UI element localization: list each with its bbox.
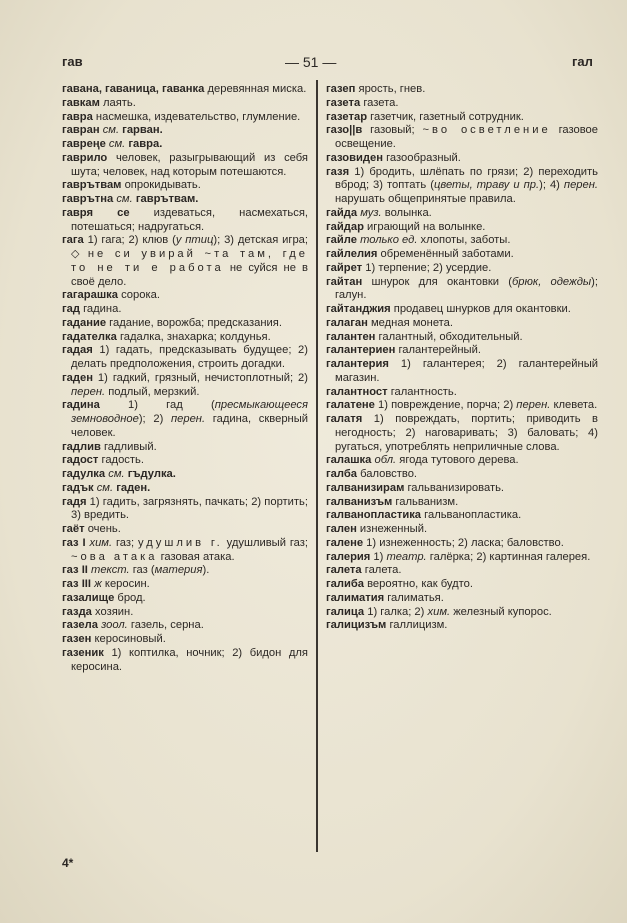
headword: гавана, гаваница, гаванка <box>62 83 205 95</box>
cross-reference: гаврътвам. <box>135 193 199 205</box>
definition-text: галантерейный. <box>395 344 481 357</box>
headword: гадулка <box>62 468 106 480</box>
headword: гайтанджия <box>326 303 391 315</box>
headword: гавкам <box>62 96 100 109</box>
definition-text: баловство. <box>356 468 418 480</box>
cross-reference: гавра. <box>128 138 163 150</box>
headword: гавря се <box>62 206 130 219</box>
dictionary-entry <box>326 592 598 606</box>
headword: галантен <box>326 330 376 343</box>
definition-text: газовая атака. <box>157 550 235 563</box>
dictionary-entry <box>62 399 308 440</box>
dictionary-entry <box>326 344 598 358</box>
dictionary-entry <box>326 358 598 386</box>
headword: гавра <box>62 110 93 123</box>
headword: галатя <box>326 413 363 425</box>
dictionary-entry <box>62 372 308 400</box>
headword: газела <box>62 619 98 632</box>
definition-text: клевета. <box>550 399 598 412</box>
label-abbrev: зоол. <box>101 619 128 632</box>
dictionary-entry <box>326 262 598 276</box>
definition-text: галлицизм. <box>386 619 448 632</box>
dictionary-entry <box>326 496 598 510</box>
definition-text: вероятно, как будто. <box>364 578 473 590</box>
label-abbrev: перен. <box>563 179 599 192</box>
phrase-example: удушлив г. <box>138 536 223 549</box>
dictionary-entry <box>62 289 308 303</box>
column-divider <box>316 80 318 852</box>
headword: гаден <box>62 371 93 384</box>
definition-text: насмешка, издевательство, глумление. <box>92 110 301 123</box>
headword: гайрет <box>326 261 363 274</box>
headword: гайда <box>326 206 358 219</box>
definition-text: хозяин. <box>91 605 134 618</box>
right-column <box>326 83 598 633</box>
definition-text: опрокидывать. <box>121 179 201 192</box>
dictionary-entry <box>62 303 308 317</box>
definition-text: 1) повреждать, портить; приводить в негодность; 2) наговаривать; 3) баловать; 4) ругаться, употреблять неприличные слова. <box>335 413 598 453</box>
definition-text: газовое освещение. <box>335 124 598 150</box>
headword: гадък <box>62 481 94 494</box>
label-abbrev: перен. <box>170 413 206 425</box>
definition-text: галета. <box>361 564 402 577</box>
definition-text: играющий на волынке. <box>363 220 486 233</box>
definition-text: подлый, мерзкий. <box>105 385 200 398</box>
headword: газеп <box>326 83 356 95</box>
headword: газ II <box>62 564 88 577</box>
definition-text: ). <box>202 564 210 577</box>
label-abbrev: пресмыкающееся земноводное <box>71 399 308 425</box>
headword: газеник <box>62 646 104 659</box>
headword: галатене <box>326 399 375 412</box>
dictionary-entry <box>62 537 308 565</box>
definition-text: железный купорос. <box>450 605 552 618</box>
dictionary-entry <box>62 647 308 675</box>
definition-text: гадина. <box>79 303 122 315</box>
headword: гавран <box>62 124 100 137</box>
definition-text: человек, разыгрывающий из себя шута; человек, над которым потешаются. <box>71 151 308 178</box>
headword: гадлив <box>62 440 101 453</box>
definition-text: удушливый газ; <box>222 536 309 549</box>
definition-text: 1) гага; 2) клюв ( <box>83 234 176 247</box>
cross-reference: гарван. <box>122 124 163 137</box>
dictionary-entry <box>326 331 598 345</box>
dictionary-entry <box>326 276 598 304</box>
headword: гайле <box>326 234 357 247</box>
definition-text: ярость, гнев. <box>355 83 426 95</box>
dictionary-entry <box>326 248 598 262</box>
headword: гаёт <box>62 523 85 535</box>
dictionary-entry <box>326 606 598 620</box>
dictionary-entry <box>62 578 308 592</box>
definition-text: очень. <box>84 523 121 535</box>
headword: гален <box>326 523 357 535</box>
definition-text: гальванопластика. <box>421 509 522 522</box>
dictionary-entry <box>62 234 308 289</box>
headword: гадост <box>62 454 99 467</box>
dictionary-entry <box>326 234 598 248</box>
headword: галаган <box>326 316 368 329</box>
dictionary-entry <box>326 111 598 125</box>
label-abbrev: см. <box>96 481 114 494</box>
definition-text: 1) галантерея; 2) галантерейный магазин. <box>335 358 598 384</box>
definition-text: гальванизм. <box>392 495 459 508</box>
definition-text: галёрка; 2) картинная галерея. <box>426 550 591 563</box>
headword: гадание <box>62 316 107 329</box>
dictionary-entry <box>62 633 308 647</box>
definition-text: изнеженный. <box>356 523 428 535</box>
headword: гадя <box>62 495 87 508</box>
cross-reference: гаден. <box>116 481 151 494</box>
definition-text: нарушать общепринятые правила. <box>335 193 516 205</box>
dictionary-entry <box>62 441 308 455</box>
label-abbrev: см. <box>108 468 125 480</box>
dictionary-entry <box>62 124 308 138</box>
headword: галантност <box>326 385 388 398</box>
headword: газен <box>62 633 92 645</box>
dictionary-entry <box>326 207 598 221</box>
headword: галета <box>326 564 362 577</box>
label-abbrev: см. <box>102 124 120 137</box>
headword: гаврътвам <box>62 179 122 192</box>
definition-text: гадина, скверный человек. <box>71 413 309 439</box>
definition-text: 1) гадать, предсказывать будущее; 2) делать предположения, строить догадки. <box>71 344 308 370</box>
headword: гайдар <box>326 220 364 233</box>
headword: галерия <box>326 550 371 563</box>
definition-text: 1) изнеженность; 2) ласка; баловство. <box>363 536 564 549</box>
headword: гаврило <box>62 151 108 164</box>
definition-text: 1) <box>370 550 387 563</box>
dictionary-entry <box>326 303 598 317</box>
dictionary-entry <box>62 496 308 524</box>
definition-text: галиматья. <box>384 591 444 604</box>
label-abbrev: ж <box>94 578 102 590</box>
definition-text: сорока. <box>117 289 160 302</box>
definition-text: газовый; <box>362 124 423 137</box>
dictionary-entry <box>62 523 308 537</box>
dictionary-entry <box>62 97 308 111</box>
headword: галантериен <box>326 344 396 357</box>
dictionary-entry <box>326 221 598 235</box>
definition-text: 1) галка; 2) <box>364 605 428 618</box>
headword: галванизъм <box>326 495 393 508</box>
dictionary-entry <box>62 317 308 331</box>
definition-text: 1) гадить, загрязнять, пачкать; 2) портить; 3) вредить. <box>71 495 308 522</box>
headword: галиба <box>326 578 364 590</box>
headword: галантерия <box>326 358 389 370</box>
left-column <box>62 83 308 674</box>
definition-text: 1) терпение; 2) усердие. <box>362 261 492 274</box>
headword: газя <box>326 165 350 178</box>
dictionary-entry <box>326 454 598 468</box>
definition-text: газель, серна. <box>127 619 204 632</box>
label-abbrev: текст. <box>91 564 130 577</box>
label-abbrev: театр. <box>386 550 427 563</box>
dictionary-entry <box>326 317 598 331</box>
definition-text: гальванизировать. <box>404 481 505 494</box>
label-abbrev: хим. <box>89 536 113 549</box>
definition-text: галантность. <box>387 385 457 398</box>
dictionary-entry <box>62 179 308 193</box>
headword: гагарашка <box>62 289 118 302</box>
headword: газета <box>326 96 361 109</box>
headword: гайлелия <box>326 248 378 260</box>
dictionary-entry <box>62 207 308 235</box>
dictionary-entry <box>62 606 308 620</box>
definition-text: деревянная миска. <box>204 83 307 95</box>
label-abbrev: только ед. <box>360 234 418 247</box>
headword: галашка <box>326 454 372 467</box>
label-abbrev: хим. <box>427 605 451 618</box>
dictionary-entry <box>326 166 598 207</box>
definition-text: газета. <box>360 96 399 109</box>
dictionary-entry <box>326 564 598 578</box>
dictionary-entry <box>326 399 598 413</box>
headword: гавреңе <box>62 138 106 150</box>
dictionary-entry <box>62 193 308 207</box>
definition-text: не суйся не в своё дело. <box>71 261 308 288</box>
dictionary-entry <box>326 578 598 592</box>
dictionary-entry <box>326 413 598 454</box>
label-abbrev: материя <box>154 564 203 577</box>
label-abbrev: см. <box>116 193 133 205</box>
dictionary-entry <box>326 124 598 152</box>
headword: газетар <box>326 110 368 123</box>
headword: галванизирам <box>326 481 405 494</box>
dictionary-entry <box>326 537 598 551</box>
headword: гага <box>62 234 84 247</box>
dictionary-entry <box>62 619 308 633</box>
headword: гадина <box>62 399 100 412</box>
dictionary-entry <box>326 509 598 523</box>
definition-text: продавец шнурков для окантовки. <box>390 303 571 315</box>
definition-text: ягода тутового дерева. <box>396 454 519 467</box>
headword: галица <box>326 605 365 618</box>
definition-text: 1) бродить, шлёпать по грязи; 2) переходить вброд; 3) топтать ( <box>335 165 598 192</box>
headword: галба <box>326 468 357 480</box>
headword: гадателка <box>62 330 117 343</box>
definition-text: ); 3) детская игра; ◇ <box>71 234 309 260</box>
label-abbrev: у птиц <box>175 234 214 247</box>
dictionary-entry <box>62 344 308 372</box>
headword: газовиден <box>326 151 383 164</box>
definition-text: галантный, обходительный. <box>375 330 523 343</box>
headword: газо||в <box>326 124 363 137</box>
dictionary-entry <box>62 482 308 496</box>
dictionary-entry <box>62 564 308 578</box>
definition-text: 1) гадкий, грязный, нечистоплотный; 2) <box>92 371 308 384</box>
definition-text: ); 2) <box>138 413 171 425</box>
definition-text: обременённый заботами. <box>377 248 514 260</box>
definition-text: гадость. <box>98 454 144 467</box>
definition-text: брод. <box>114 591 146 604</box>
dictionary-entry <box>326 152 598 166</box>
dictionary-entry <box>326 523 598 537</box>
headword: газ III <box>62 578 92 590</box>
definition-text: керосиновый. <box>91 633 166 645</box>
headword: газда <box>62 605 92 618</box>
dictionary-entry <box>62 331 308 345</box>
definition-text: газетчик, газетный сотрудник. <box>367 110 524 123</box>
definition-text: газ; <box>112 536 138 549</box>
definition-text: гадливый. <box>100 440 157 453</box>
dictionary-entry <box>326 83 598 97</box>
right-guide-word: гал <box>572 54 593 69</box>
definition-text: хлопоты, заботы. <box>417 234 511 247</box>
definition-text: гадание, ворожба; предсказания. <box>106 316 282 329</box>
phrase-example: не си увирай ~та там, где то не ти е работа <box>71 248 308 274</box>
dictionary-entry <box>62 592 308 606</box>
dictionary-entry <box>62 152 308 180</box>
definition-text: шнурок для окантовки ( <box>362 275 512 288</box>
label-abbrev: см. <box>108 138 126 150</box>
definition-text: гадалка, знахарка; колдунья. <box>116 330 271 343</box>
dictionary-entry <box>62 111 308 125</box>
phrase-example: ~ова атака <box>71 550 158 563</box>
headword: галванопластика <box>326 509 422 522</box>
label-abbrev: обл. <box>374 454 397 467</box>
headword: гайтан <box>326 275 363 288</box>
definition-text: ); галун. <box>335 275 598 302</box>
headword: гад <box>62 303 80 315</box>
signature-mark: 4* <box>62 856 74 870</box>
headword: газ I <box>62 536 86 549</box>
left-guide-word: гав <box>62 54 83 69</box>
dictionary-entry <box>62 83 308 97</box>
label-abbrev: муз. <box>360 206 382 219</box>
headword: гадая <box>62 344 93 357</box>
page-number: — 51 — <box>285 54 337 70</box>
headword: галиматия <box>326 591 385 604</box>
definition-text: ); 4) <box>539 179 564 192</box>
dictionary-entry <box>326 551 598 565</box>
cross-reference: гъдулка. <box>127 468 176 480</box>
definition-text: газообразный. <box>382 151 461 164</box>
dictionary-entry <box>62 468 308 482</box>
dictionary-entry <box>326 619 598 633</box>
headword: галицизъм <box>326 619 387 632</box>
definition-text: медная монета. <box>367 316 453 329</box>
definition-text: волынка. <box>381 206 432 219</box>
definition-text: газ ( <box>129 564 155 577</box>
headword: газалище <box>62 591 115 604</box>
label-abbrev: цветы, траву и пр. <box>433 179 540 192</box>
definition-text: 1) повреждение, порча; 2) <box>374 399 517 412</box>
dictionary-entry <box>326 386 598 400</box>
dictionary-entry <box>326 97 598 111</box>
label-abbrev: перен. <box>71 385 106 398</box>
headword: гаврътна <box>62 193 114 205</box>
dictionary-entry <box>62 454 308 468</box>
label-abbrev: брюк, одежды <box>511 275 592 288</box>
definition-text: керосин. <box>101 578 150 590</box>
definition-text: 1) гад ( <box>99 399 215 412</box>
definition-text: издеваться, насмехаться, потешаться; надругаться. <box>71 206 308 233</box>
dictionary-entry <box>326 468 598 482</box>
definition-text: лаять. <box>99 96 136 109</box>
dictionary-entry <box>326 482 598 496</box>
phrase-example: ~во осветление <box>422 124 551 137</box>
definition-text: 1) коптилка, ночник; 2) бидон для керосина. <box>71 646 308 673</box>
headword: галене <box>326 536 364 549</box>
dictionary-entry <box>62 138 308 152</box>
label-abbrev: перен. <box>516 399 551 412</box>
